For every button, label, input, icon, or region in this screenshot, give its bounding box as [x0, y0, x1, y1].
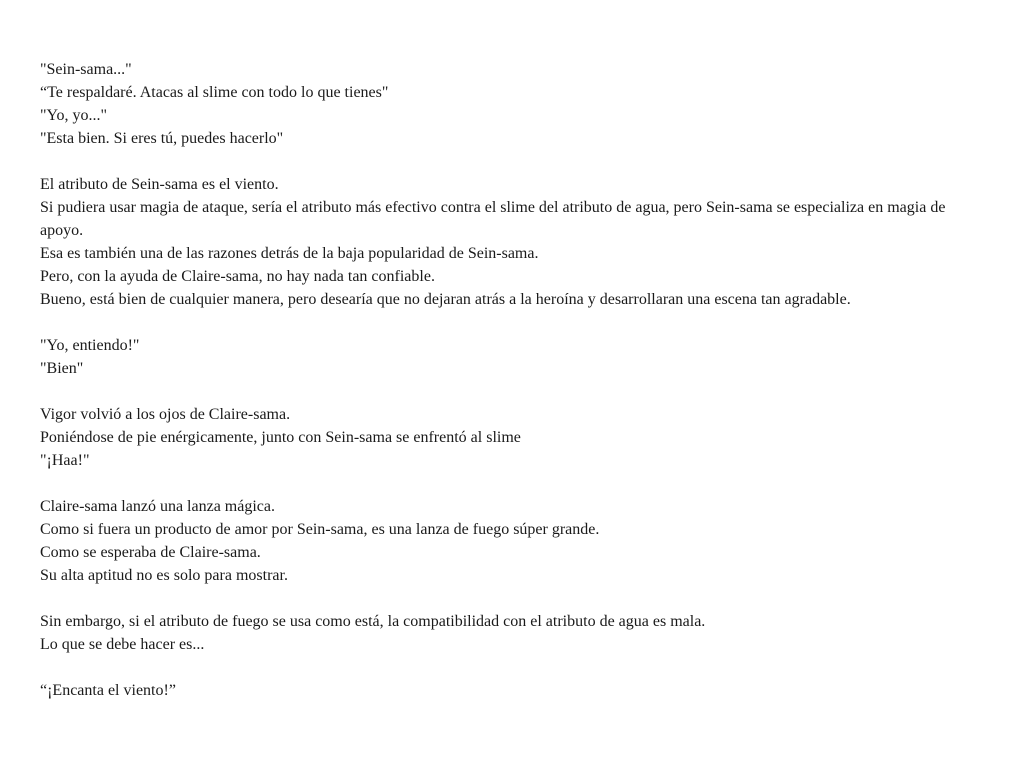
text-line: Claire-sama lanzó una lanza mágica.	[40, 498, 275, 515]
text-line: Vigor volvió a los ojos de Claire-sama.	[40, 406, 291, 423]
text-line: Su alta aptitud no es solo para mostrar.	[40, 567, 288, 584]
text-line: Esa es también una de las razones detrás de la baja popularidad de Sein-sama.	[40, 245, 539, 262]
paragraph-4	[40, 403, 990, 472]
text-line: “Te respaldaré. Atacas al slime con todo lo que tienes"	[40, 84, 389, 101]
text-line: Pero, con la ayuda de Claire-sama, no hay nada tan confiable.	[40, 268, 435, 285]
text-line: "Yo, yo..."	[40, 107, 108, 124]
text-line: "Sein-sama..."	[40, 61, 132, 78]
paragraph-6	[40, 610, 990, 656]
text-line: Sin embargo, si el atributo de fuego se usa como está, la compatibilidad con el atributo de agua es mala.	[40, 613, 706, 630]
text-line: "Esta bien. Si eres tú, puedes hacerlo"	[40, 130, 284, 147]
paragraph-1	[40, 58, 990, 150]
text-line: Si pudiera usar magia de ataque, sería el atributo más efectivo contra el slime del atributo de agua, pero Sein-sama se especializa en magia de apoyo.	[40, 199, 946, 239]
text-line: "Yo, entiendo!"	[40, 337, 140, 354]
text-line: "Bien"	[40, 360, 84, 377]
paragraph-2	[40, 173, 990, 311]
text-line: El atributo de Sein-sama es el viento.	[40, 176, 279, 193]
paragraph-5	[40, 495, 990, 587]
text-line: Como si fuera un producto de amor por Sein-sama, es una lanza de fuego súper grande.	[40, 521, 600, 538]
text-line: "¡Haa!"	[40, 452, 90, 469]
document-body	[40, 58, 990, 702]
paragraph-3	[40, 334, 990, 380]
text-line: Lo que se debe hacer es...	[40, 636, 205, 653]
paragraph-7	[40, 679, 990, 702]
text-line: Poniéndose de pie enérgicamente, junto con Sein-sama se enfrentó al slime	[40, 429, 521, 446]
text-line: Bueno, está bien de cualquier manera, pero desearía que no dejaran atrás a la heroína y desarrollaran una escena tan agradable.	[40, 291, 851, 308]
text-line: Como se esperaba de Claire-sama.	[40, 544, 261, 561]
text-line: “¡Encanta el viento!”	[40, 682, 176, 699]
